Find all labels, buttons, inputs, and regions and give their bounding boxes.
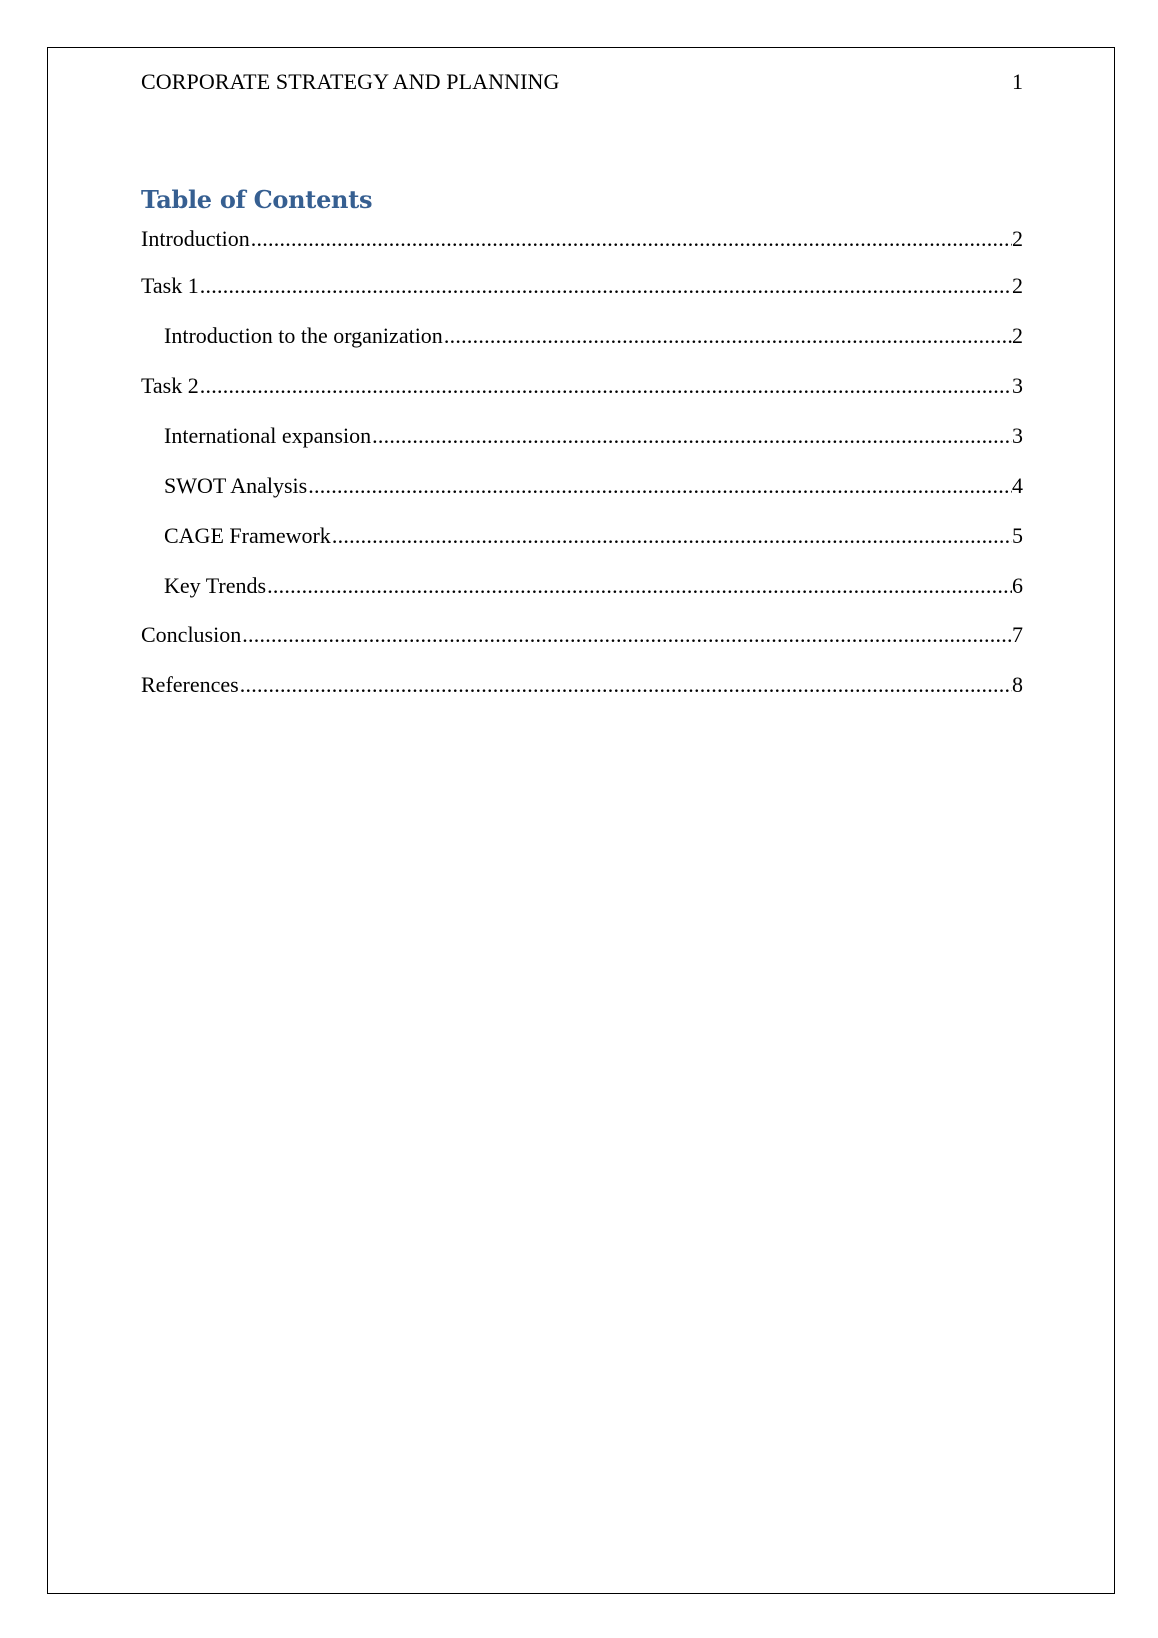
toc-entry-label: International expansion	[164, 423, 372, 448]
toc-entry-international-expansion[interactable]	[164, 421, 1023, 451]
toc-entry-swot-analysis[interactable]	[164, 471, 1023, 501]
toc-entry-task-2[interactable]	[141, 371, 1023, 401]
toc-entry-label: Conclusion	[141, 622, 242, 647]
toc-entry-label: Task 2	[141, 373, 199, 398]
toc-leader-dots	[308, 471, 1012, 501]
toc-entry-key-trends[interactable]	[164, 571, 1023, 601]
toc-entry-page: 4	[1012, 473, 1023, 498]
toc-entry-conclusion[interactable]	[141, 620, 1023, 650]
toc-leader-dots	[242, 620, 1012, 650]
toc-entry-page: 8	[1012, 672, 1023, 697]
toc-entry-task-1[interactable]	[141, 271, 1023, 301]
toc-entry-page: 2	[1012, 273, 1023, 298]
toc-entry-label: Introduction to the organization	[164, 323, 443, 348]
toc-leader-dots	[200, 271, 1012, 301]
toc-entry-label: References	[141, 672, 239, 697]
toc-leader-dots	[372, 421, 1012, 451]
toc-entry-references[interactable]	[141, 670, 1023, 700]
toc-entry-introduction-to-organization[interactable]	[164, 321, 1023, 351]
toc-entry-label: Key Trends	[164, 573, 267, 598]
toc-entry-label: SWOT Analysis	[164, 473, 308, 498]
toc-entry-page: 6	[1012, 573, 1023, 598]
toc-entry-cage-framework[interactable]	[164, 521, 1023, 551]
toc-entry-introduction[interactable]	[141, 224, 1023, 254]
toc-entry-label: CAGE Framework	[164, 523, 331, 548]
toc-entry-page: 5	[1012, 523, 1023, 548]
toc-leader-dots	[332, 521, 1012, 551]
toc-entry-page: 2	[1012, 226, 1023, 251]
toc-entry-label: Task 1	[141, 273, 199, 298]
toc-entry-page: 2	[1012, 323, 1023, 348]
toc-entry-page: 3	[1012, 423, 1023, 448]
toc-entry-label: Introduction	[141, 226, 250, 251]
toc-leader-dots	[200, 371, 1012, 401]
toc-leader-dots	[240, 670, 1012, 700]
toc-leader-dots	[251, 224, 1012, 254]
page-number: 1	[1012, 69, 1023, 94]
toc-heading: Table of Contents	[141, 185, 373, 214]
toc-entry-page: 7	[1012, 622, 1023, 647]
toc-entry-page: 3	[1012, 373, 1023, 398]
running-header-title: CORPORATE STRATEGY AND PLANNING	[141, 69, 560, 94]
toc-leader-dots	[267, 571, 1012, 601]
toc-leader-dots	[444, 321, 1012, 351]
